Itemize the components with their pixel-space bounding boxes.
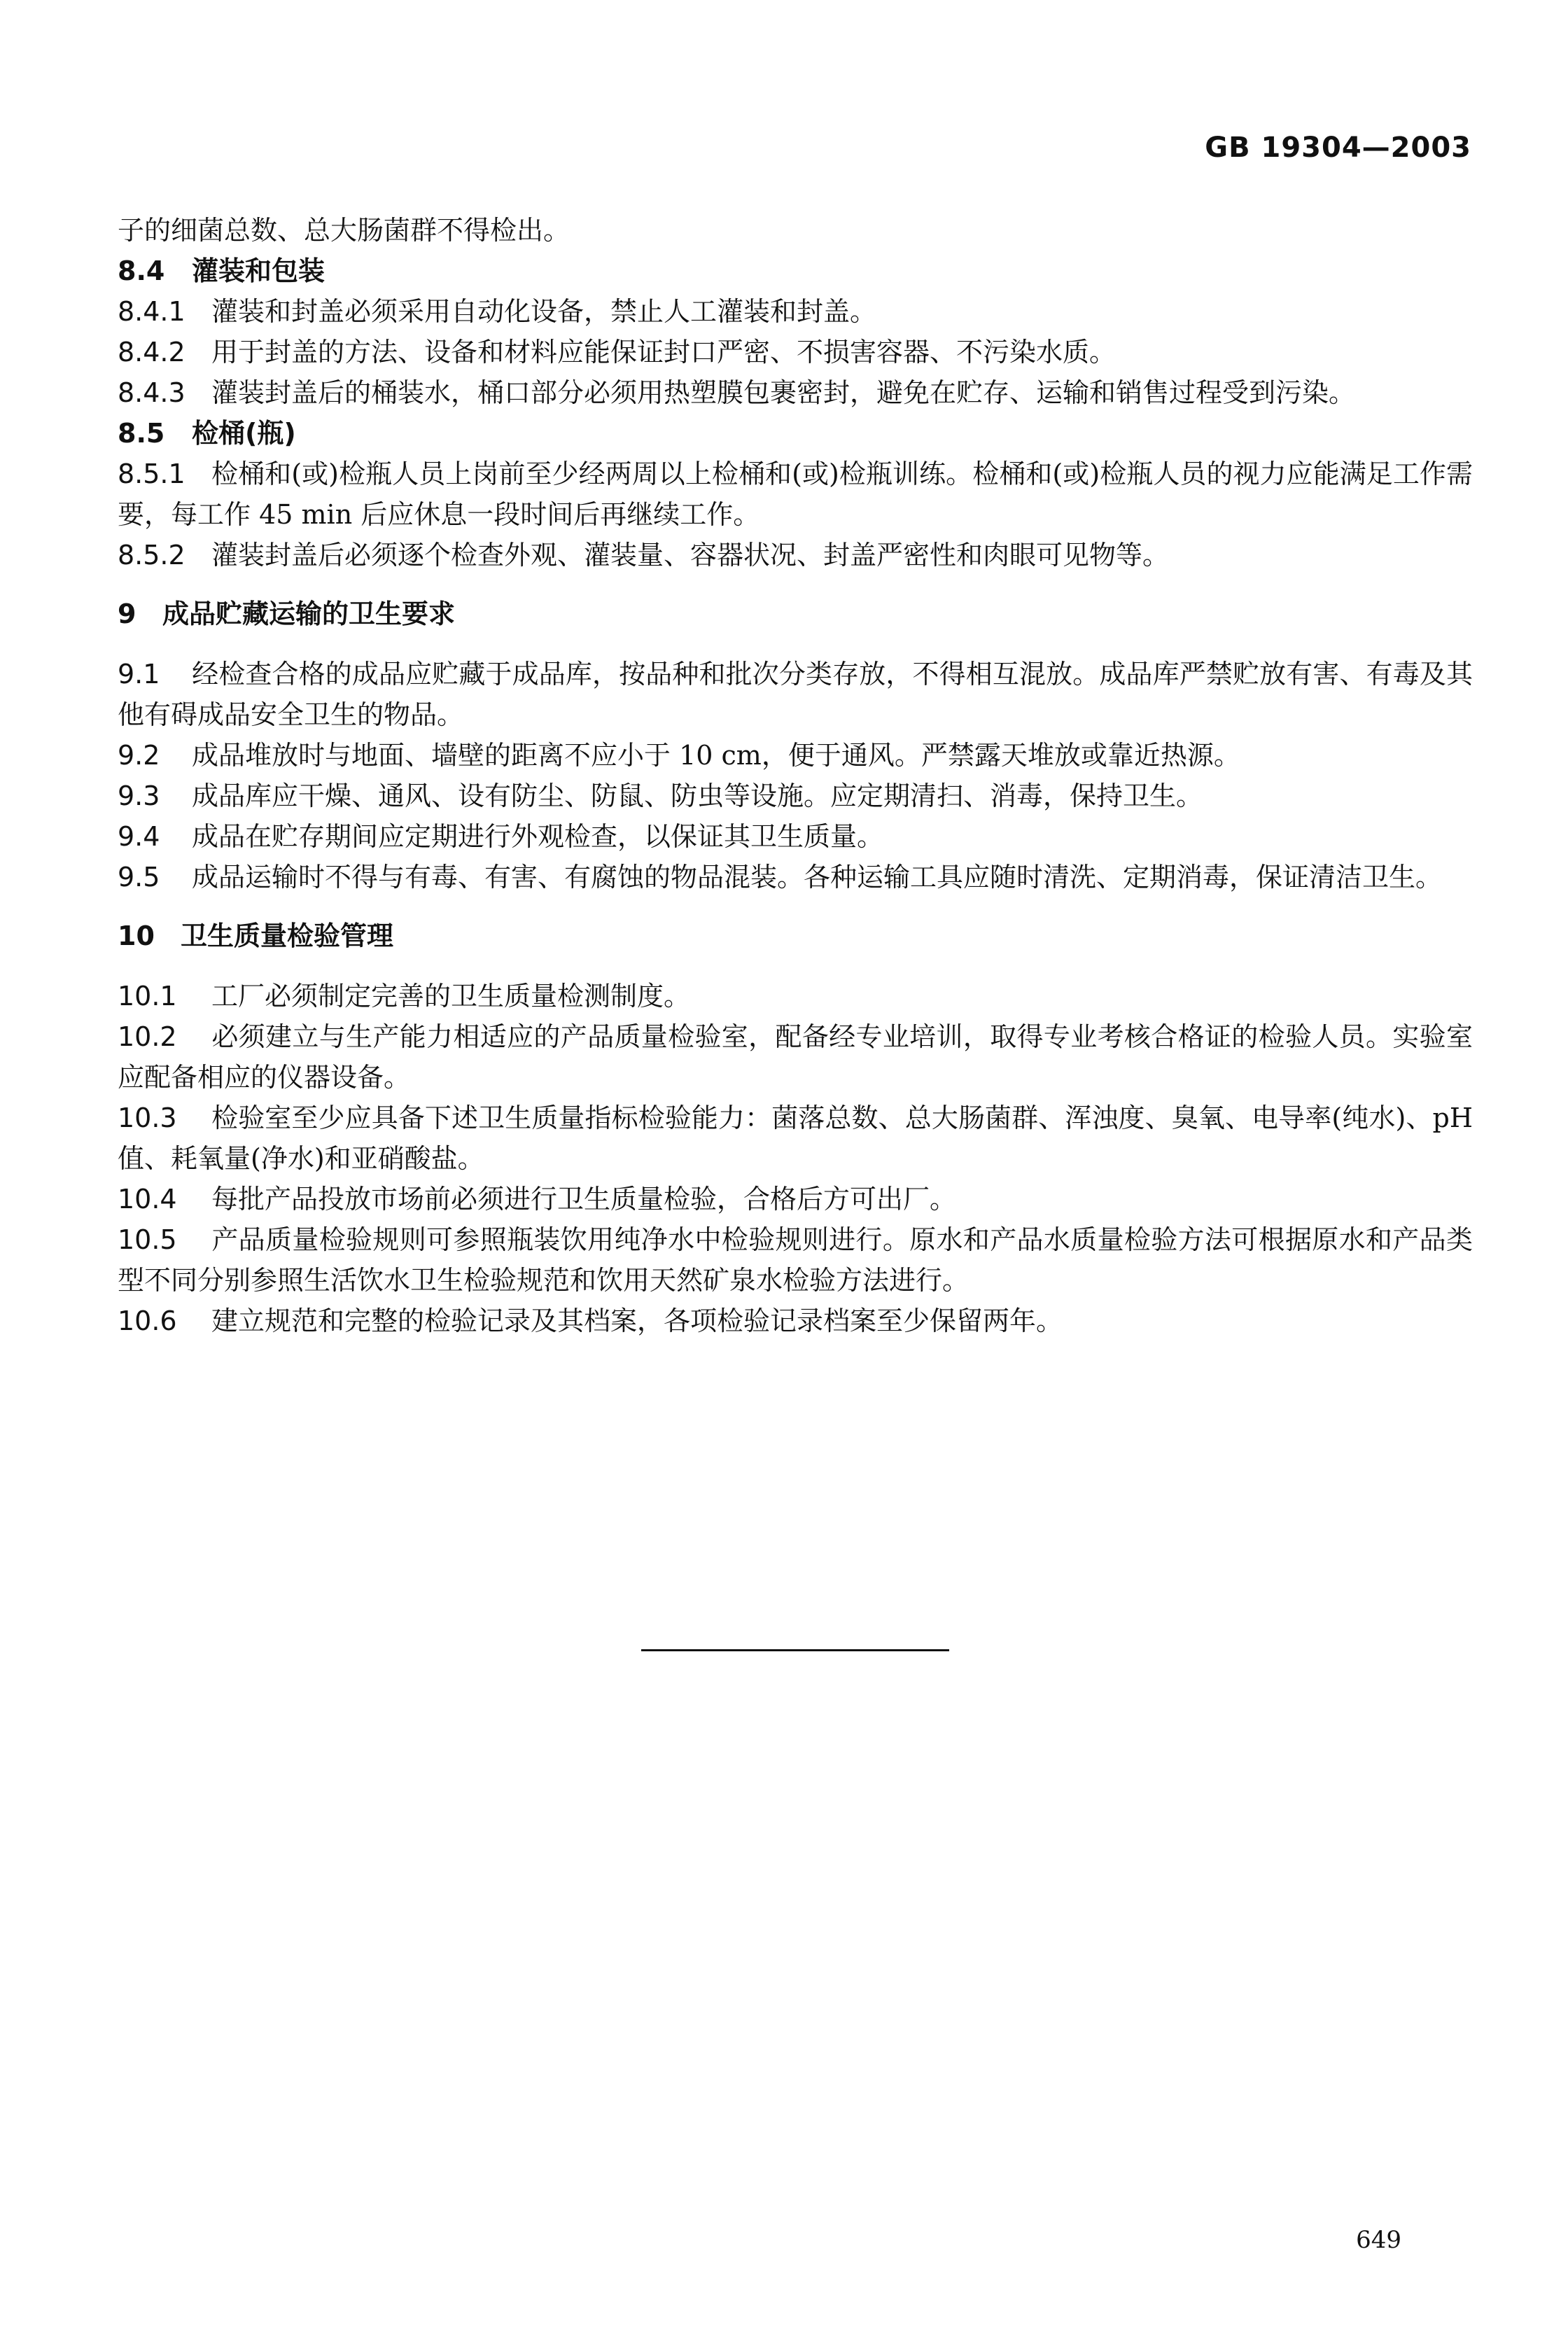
clause-number: 9.1: [118, 659, 160, 690]
clause-text: 成品堆放时与地面、墙壁的距离不应小于 10 cm，便于通风。严禁露天堆放或靠近热源。: [192, 740, 1240, 771]
clause-number: 8.4.2: [118, 337, 186, 368]
clause-text: 必须建立与生产能力相适应的产品质量检验室，配备经专业培训，取得专业考核合格证的检验人员。实验室应配备相应的仪器设备。: [118, 1021, 1473, 1093]
clause-number: 8.5.2: [118, 540, 186, 570]
clause-text: 灌装和封盖必须采用自动化设备，禁止人工灌装和封盖。: [211, 296, 877, 327]
clause-text: 工厂必须制定完善的卫生质量检测制度。: [211, 981, 691, 1011]
clause-text: 灌装封盖后的桶装水，桶口部分必须用热塑膜包裹密封，避免在贮存、运输和销售过程受到污染。: [211, 377, 1356, 408]
section-title: 灌装和包装: [192, 255, 326, 286]
clause-9-4: [118, 816, 1473, 857]
clause-10-6: [118, 1301, 1473, 1341]
clause-number: 8.4.1: [118, 296, 186, 327]
clause-text: 经检查合格的成品应贮藏于成品库，按品种和批次分类存放，不得相互混放。成品库严禁贮放有害、有毒及其他有碍成品安全卫生的物品。: [118, 659, 1473, 730]
clause-10-4: [118, 1179, 1473, 1219]
clause-number: 10.5: [118, 1224, 177, 1255]
standard-code: GB 19304—2003: [1205, 132, 1471, 164]
page-number: 649: [1356, 2226, 1401, 2254]
clause-text: 成品库应干燥、通风、设有防尘、防鼠、防虫等设施。应定期清扫、消毒，保持卫生。: [192, 780, 1203, 811]
clause-text: 灌装封盖后必须逐个检查外观、灌装量、容器状况、封盖严密性和肉眼可见物等。: [211, 540, 1170, 570]
chapter-number: 9: [118, 598, 136, 629]
chapter-9-heading: [118, 594, 1473, 634]
clause-text: 用于封盖的方法、设备和材料应能保证封口严密、不损害容器、不污染水质。: [211, 337, 1116, 368]
clause-10-3: [118, 1098, 1473, 1179]
end-of-document-rule: [641, 1649, 949, 1651]
clause-text: 检验室至少应具备下述卫生质量指标检验能力：菌落总数、总大肠菌群、浑浊度、臭氧、电导率(纯水)、pH 值、耗氧量(净水)和亚硝酸盐。: [118, 1102, 1473, 1174]
section-number: 8.4: [118, 255, 165, 286]
clause-number: 9.5: [118, 862, 160, 892]
section-title: 检桶(瓶): [192, 418, 296, 449]
clause-10-1: [118, 976, 1473, 1016]
clause-8-5-1: [118, 454, 1473, 535]
clause-text: 建立规范和完整的检验记录及其档案，各项检验记录档案至少保留两年。: [211, 1306, 1063, 1336]
clause-9-1: [118, 654, 1473, 735]
clause-text: 每批产品投放市场前必须进行卫生质量检验，合格后方可出厂。: [211, 1184, 957, 1214]
clause-text: 产品质量检验规则可参照瓶装饮用纯净水中检验规则进行。原水和产品水质量检验方法可根据原水和产品类型不同分别参照生活饮水卫生检验规范和饮用天然矿泉水检验方法进行。: [118, 1224, 1473, 1296]
clause-10-2: [118, 1016, 1473, 1098]
clause-8-4-1: [118, 291, 1473, 332]
section-8-5-heading: [118, 413, 1473, 454]
clause-number: 9.4: [118, 821, 160, 852]
clause-9-5: [118, 857, 1473, 897]
section-8-4-heading: [118, 251, 1473, 291]
clause-text: 检桶和(或)检瓶人员上岗前至少经两周以上检桶和(或)检瓶训练。检桶和(或)检瓶人员的视力应能满足工作需要，每工作 45 min 后应休息一段时间后再继续工作。: [118, 458, 1473, 530]
chapter-title: 成品贮藏运输的卫生要求: [162, 598, 456, 629]
clause-number: 10.1: [118, 981, 177, 1011]
chapter-10-heading: [118, 916, 1473, 956]
clause-10-5: [118, 1219, 1473, 1301]
clause-number: 8.5.1: [118, 458, 186, 489]
clause-number: 9.2: [118, 740, 160, 771]
clause-number: 10.3: [118, 1102, 177, 1133]
clause-text: 成品在贮存期间应定期进行外观检查，以保证其卫生质量。: [192, 821, 884, 852]
section-number: 8.5: [118, 418, 165, 449]
clause-number: 9.3: [118, 780, 160, 811]
continuation-line: 子的细菌总数、总大肠菌群不得检出。: [118, 215, 570, 246]
clause-number: 10.6: [118, 1306, 177, 1336]
clause-number: 10.4: [118, 1184, 177, 1214]
clause-8-5-2: [118, 535, 1473, 575]
clause-8-4-2: [118, 332, 1473, 372]
clause-text: 成品运输时不得与有毒、有害、有腐蚀的物品混装。各种运输工具应随时清洗、定期消毒，保证清洁卫生。: [192, 862, 1443, 892]
clause-number: 8.4.3: [118, 377, 186, 408]
clause-number: 10.2: [118, 1021, 177, 1052]
body-text: [118, 210, 1473, 1341]
chapter-number: 10: [118, 920, 155, 951]
chapter-title: 卫生质量检验管理: [181, 920, 394, 951]
clause-9-2: [118, 735, 1473, 776]
clause-9-3: [118, 776, 1473, 816]
clause-8-4-3: [118, 372, 1473, 413]
